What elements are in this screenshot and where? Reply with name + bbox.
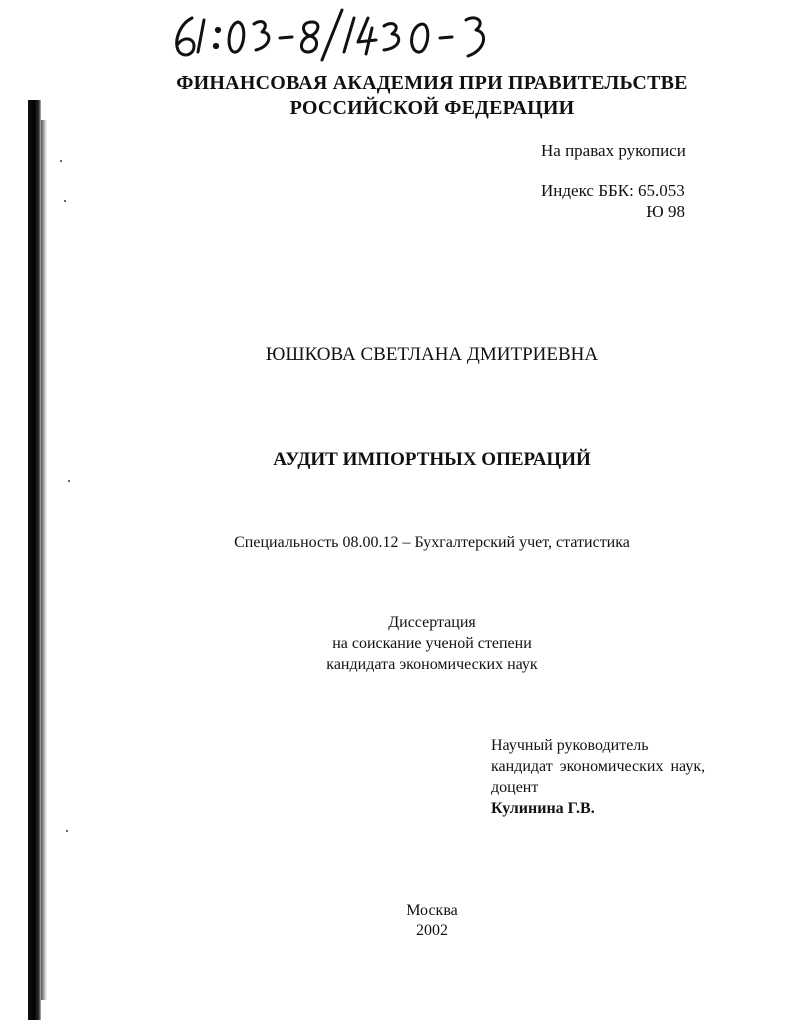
scan-binding-edge [28, 100, 41, 1020]
city: Москва [406, 902, 458, 919]
supervisor-title: Научный руководитель [491, 737, 649, 754]
supervisor-rank: доцент [491, 779, 539, 796]
bbk-index: Индекс ББК: 65.053 [541, 181, 685, 200]
institution-line-1: ФИНАНСОВАЯ АКАДЕМИЯ ПРИ ПРАВИТЕЛЬСТВЕ [176, 72, 688, 94]
author-code: Ю 98 [646, 202, 685, 221]
scan-speck [68, 480, 70, 482]
dissertation-title: АУДИТ ИМПОРТНЫХ ОПЕРАЦИЙ [273, 449, 591, 470]
dissertation-line-3: кандидата экономических наук [326, 656, 538, 673]
handwritten-archive-note [170, 6, 510, 62]
scan-speck [60, 160, 62, 162]
scan-speck [64, 200, 66, 202]
year: 2002 [416, 922, 448, 939]
supervisor-name: Кулинина Г.В. [491, 800, 595, 817]
dissertation-line-1: Диссертация [388, 614, 476, 631]
author-name: ЮШКОВА СВЕТЛАНА ДМИТРИЕВНА [265, 344, 599, 365]
scan-binding-shadow [41, 120, 47, 1000]
scan-speck [66, 830, 68, 832]
institution-line-2: РОССИЙСКОЙ ФЕДЕРАЦИИ [289, 97, 575, 119]
rights-notice: На правах рукописи [541, 141, 686, 160]
specialty: Специальность 08.00.12 – Бухгалтерский учет, статистика [234, 534, 630, 551]
dissertation-line-2: на соискание ученой степени [332, 635, 532, 652]
supervisor-degree: кандидат экономических наук, [491, 758, 706, 775]
